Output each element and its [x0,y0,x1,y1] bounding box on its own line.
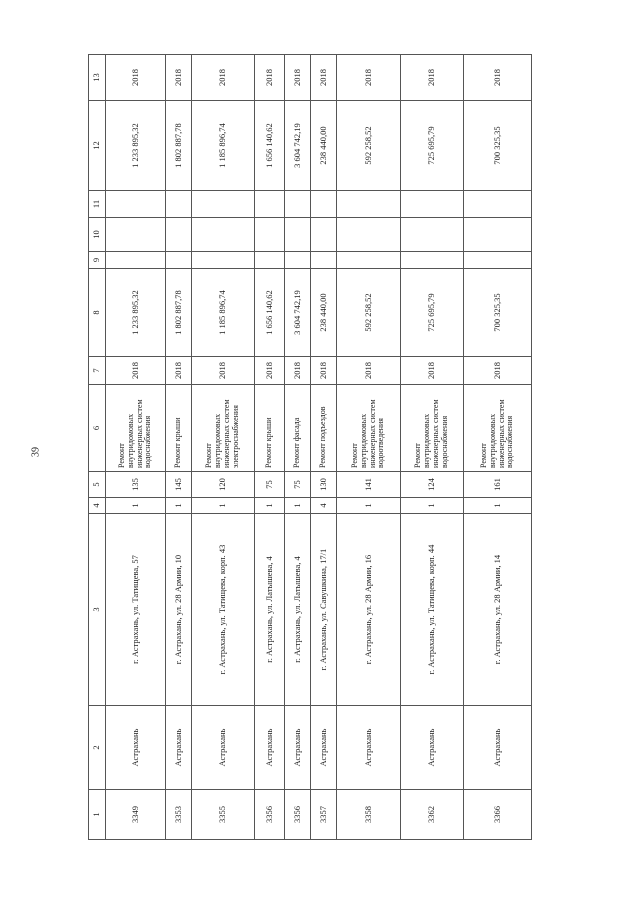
cell-address: г. Астрахань, ул. Латышева, 4 [255,514,285,706]
cell-col4: 4 [311,498,337,514]
cell-col4: 1 [337,498,401,514]
cell-year: 2018 [337,357,401,385]
cell-cost: 3 604 742,19 [285,269,311,357]
cell-col9 [166,252,192,269]
cell-address: г. Астрахань, ул. 28 Армии, 10 [166,514,192,706]
cell-col10 [337,218,401,252]
cell-col9 [255,252,285,269]
cell-record-id: 3366 [464,790,532,840]
cell-total: 1 656 140,62 [255,101,285,191]
cell-year-end: 2018 [311,55,337,101]
column-header: 8 [89,269,106,357]
cell-col9 [401,252,464,269]
cell-col9 [311,252,337,269]
cell-total: 1 233 895,32 [106,101,166,191]
cell-col11 [311,191,337,218]
cell-city: Астрахань [285,706,311,790]
cell-cost: 725 695,79 [401,269,464,357]
cell-work-type: Ремонт фасада [285,385,311,472]
cell-record-id: 3349 [106,790,166,840]
cell-year: 2018 [285,357,311,385]
column-header: 2 [89,706,106,790]
table-container [88,55,528,840]
cell-city: Астрахань [106,706,166,790]
cell-col10 [401,218,464,252]
cell-address: г. Астрахань, ул. Савушкина, 17/1 [311,514,337,706]
cell-year-end: 2018 [401,55,464,101]
table-header-row [89,55,106,840]
cell-col10 [255,218,285,252]
column-header: 11 [89,191,106,218]
cell-year-end: 2018 [106,55,166,101]
column-header: 5 [89,472,106,498]
cell-col5: 161 [464,472,532,498]
cell-year: 2018 [106,357,166,385]
table-row [255,55,285,840]
cell-record-id: 3353 [166,790,192,840]
table-row [337,55,401,840]
cell-work-type: Ремонт внутридомовых инженерных систем водоснабжения [106,385,166,472]
table-row [464,55,532,840]
cell-total: 3 604 742,19 [285,101,311,191]
cell-total: 238 440,00 [311,101,337,191]
cell-col10 [192,218,255,252]
cell-city: Астрахань [255,706,285,790]
cell-total: 592 258,52 [337,101,401,191]
cell-year-end: 2018 [166,55,192,101]
cell-col5: 75 [285,472,311,498]
cell-work-type: Ремонт подъездов [311,385,337,472]
cell-col4: 1 [255,498,285,514]
cell-col5: 145 [166,472,192,498]
column-header: 6 [89,385,106,472]
cell-total: 1 185 896,74 [192,101,255,191]
cell-col10 [311,218,337,252]
cell-col11 [192,191,255,218]
cell-col11 [255,191,285,218]
cell-col4: 1 [192,498,255,514]
cell-city: Астрахань [192,706,255,790]
cell-col9 [285,252,311,269]
cell-city: Астрахань [311,706,337,790]
cell-col4: 1 [401,498,464,514]
cell-cost: 592 258,52 [337,269,401,357]
column-header: 12 [89,101,106,191]
cell-year-end: 2018 [464,55,532,101]
cell-cost: 1 233 895,32 [106,269,166,357]
cell-col11 [285,191,311,218]
cell-col9 [337,252,401,269]
cell-col10 [464,218,532,252]
cell-cost: 1 802 887,78 [166,269,192,357]
cell-work-type: Ремонт внутридомовых инженерных систем водоотведения [337,385,401,472]
cell-record-id: 3358 [337,790,401,840]
cell-col9 [464,252,532,269]
cell-col10 [106,218,166,252]
cell-col11 [401,191,464,218]
table-row [166,55,192,840]
cell-col4: 1 [285,498,311,514]
cell-col10 [285,218,311,252]
cell-city: Астрахань [464,706,532,790]
table-row [285,55,311,840]
cell-col5: 141 [337,472,401,498]
cell-cost: 238 440,00 [311,269,337,357]
column-header: 1 [89,790,106,840]
cell-year-end: 2018 [337,55,401,101]
cell-address: г. Астрахань, ул. 28 Армии, 16 [337,514,401,706]
repair-program-table [88,54,532,840]
cell-col4: 1 [106,498,166,514]
cell-year-end: 2018 [255,55,285,101]
table-row [401,55,464,840]
cell-address: г. Астрахань, ул. Татищева, 57 [106,514,166,706]
cell-year: 2018 [401,357,464,385]
cell-col5: 120 [192,472,255,498]
cell-year: 2018 [311,357,337,385]
cell-col4: 1 [464,498,532,514]
cell-address: г. Астрахань, ул. Татищева, корп. 43 [192,514,255,706]
cell-record-id: 3355 [192,790,255,840]
cell-record-id: 3356 [285,790,311,840]
cell-record-id: 3357 [311,790,337,840]
cell-city: Астрахань [401,706,464,790]
cell-year: 2018 [464,357,532,385]
cell-col5: 135 [106,472,166,498]
cell-cost: 1 656 140,62 [255,269,285,357]
cell-col5: 75 [255,472,285,498]
column-header: 4 [89,498,106,514]
cell-col9 [192,252,255,269]
table-row [311,55,337,840]
cell-address: г. Астрахань, ул. Татищева, корп. 44 [401,514,464,706]
page-number: 39 [30,447,42,457]
cell-record-id: 3362 [401,790,464,840]
cell-col11 [106,191,166,218]
cell-record-id: 3356 [255,790,285,840]
cell-col5: 130 [311,472,337,498]
cell-work-type: Ремонт крыши [166,385,192,472]
cell-address: г. Астрахань, ул. 28 Армии, 14 [464,514,532,706]
cell-total: 700 325,35 [464,101,532,191]
column-header: 3 [89,514,106,706]
cell-col11 [464,191,532,218]
cell-year-end: 2018 [285,55,311,101]
cell-cost: 1 185 896,74 [192,269,255,357]
cell-col11 [166,191,192,218]
cell-total: 725 695,79 [401,101,464,191]
cell-city: Астрахань [337,706,401,790]
cell-total: 1 802 887,78 [166,101,192,191]
cell-year: 2018 [166,357,192,385]
cell-col4: 1 [166,498,192,514]
cell-work-type: Ремонт внутридомовых инженерных систем электроснабжения [192,385,255,472]
column-header: 10 [89,218,106,252]
cell-city: Астрахань [166,706,192,790]
cell-year-end: 2018 [192,55,255,101]
column-header: 9 [89,252,106,269]
cell-work-type: Ремонт крыши [255,385,285,472]
cell-year: 2018 [255,357,285,385]
cell-address: г. Астрахань, ул. Латышева, 4 [285,514,311,706]
cell-work-type: Ремонт внутридомовых инженерных систем водоснабжения [464,385,532,472]
cell-col11 [337,191,401,218]
cell-year: 2018 [192,357,255,385]
cell-col5: 124 [401,472,464,498]
column-header: 7 [89,357,106,385]
cell-col9 [106,252,166,269]
table-row [106,55,166,840]
cell-work-type: Ремонт внутридомовых инженерных систем водоснабжения [401,385,464,472]
table-row [192,55,255,840]
column-header: 13 [89,55,106,101]
cell-cost: 700 325,35 [464,269,532,357]
cell-col10 [166,218,192,252]
